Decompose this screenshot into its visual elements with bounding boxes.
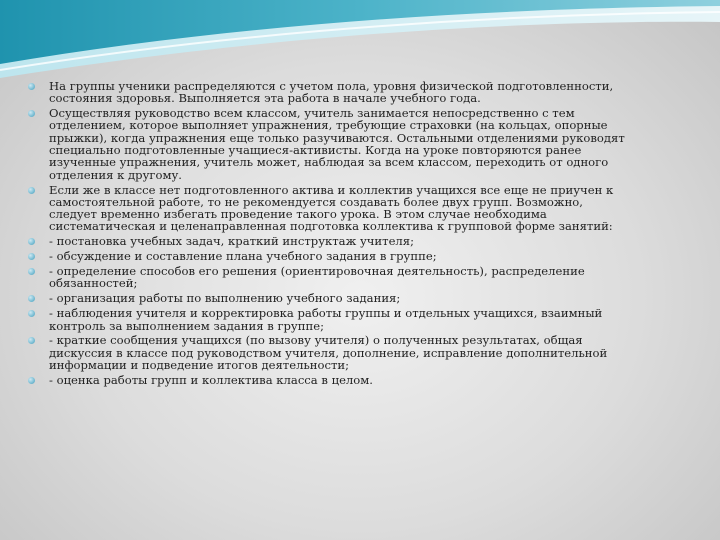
bullet-dot-icon [28, 253, 35, 260]
list-item [28, 265, 628, 290]
bullet-dot-icon [28, 337, 35, 344]
bullet-text: Если же в классе нет подготовленного актива и коллектив учащихся все еще не приучен к самостоятельной работе, то не рекомендуется создавать более двух групп. Возможно, следует временно избегать проведение такого урока. В этом случае необходима систематическая и целенаправленная подготовка коллектива к групповой форме занятий: [49, 182, 614, 234]
list-item [28, 307, 628, 332]
bullet-dot-icon [28, 310, 35, 317]
list-item [28, 235, 628, 247]
bullet-dot-icon [28, 110, 35, 117]
bullet-list [28, 80, 628, 386]
list-item [28, 107, 628, 181]
bullet-dot-icon [28, 187, 35, 194]
bullet-dot-icon [28, 238, 35, 245]
bullet-text: - определение способов его решения (ориентировочная деятельность), распределение обязанностей; [49, 264, 585, 291]
list-item [28, 334, 628, 371]
bullet-text: На группы ученики распределяются с учетом пола, уровня физической подготовленности, состояния здоровья. Выполняется эта работа в начале учебного года. [49, 79, 614, 106]
bullet-text: - обсуждение и составление плана учебного задания в группе; [49, 249, 437, 264]
bullet-text: - постановка учебных задач, краткий инструктаж учителя; [49, 234, 415, 249]
bullet-text: - организация работы по выполнению учебного задания; [49, 291, 401, 306]
bullet-dot-icon [28, 268, 35, 275]
slide-content [28, 80, 628, 389]
list-item [28, 184, 628, 233]
bullet-dot-icon [28, 377, 35, 384]
bullet-text: Осуществляя руководство всем классом, учитель занимается непосредственно с тем отделением, которое выполняет упражнения, требующие страховки (на кольцах, опорные прыжки), когда упражнения еще только разучиваются. Остальными отделениями руководят специально подготовленные учащиеся-активисты. Когда на уроке повторяются ранее изученные упражнения, учитель может, наблюдая за всем классом, переходить от одного отделения к другому. [49, 106, 625, 182]
bullet-text: - оценка работы групп и коллектива класса в целом. [49, 372, 373, 387]
bullet-dot-icon [28, 295, 35, 302]
list-item [28, 80, 628, 105]
list-item [28, 292, 628, 304]
list-item [28, 374, 628, 386]
list-item [28, 250, 628, 262]
bullet-text: - наблюдения учителя и корректировка работы группы и отдельных учащихся, взаимный контроль за выполнением задания в группе; [49, 306, 603, 333]
bullet-text: - краткие сообщения учащихся (по вызову учителя) о полученных результатах, общая дискуссия в классе под руководством учителя, дополнение, исправление дополнительной информации и подведение итогов деятельности; [49, 333, 608, 372]
bullet-dot-icon [28, 83, 35, 90]
